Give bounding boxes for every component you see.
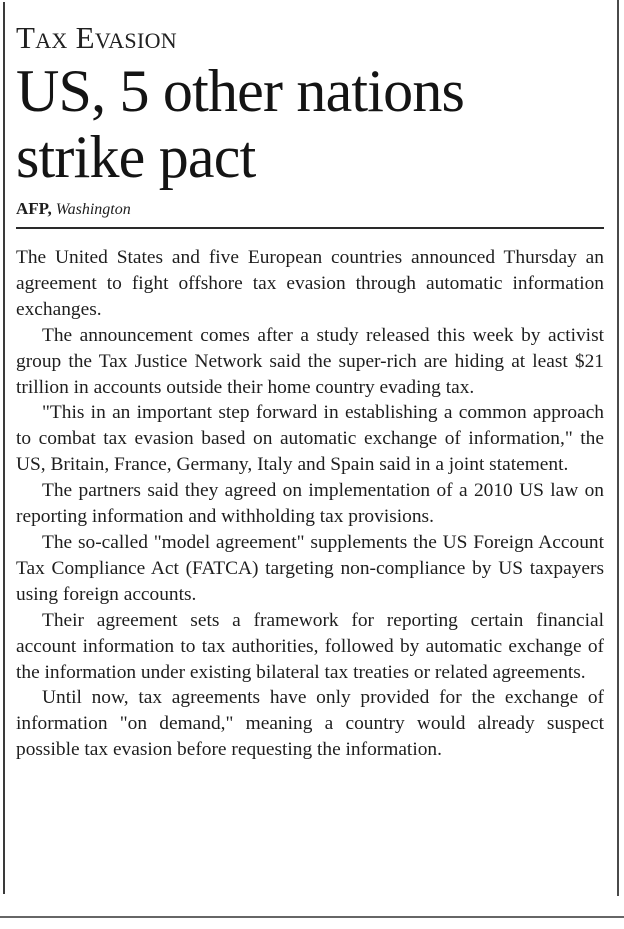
byline-agency: AFP,: [16, 199, 52, 218]
article-body: [16, 245, 604, 763]
byline-place: Washington: [55, 201, 131, 218]
paragraph: The announcement comes after a study released this week by activist group the Tax Justice Network said the super-rich are hiding at least $21 trillion in accounts outside their home country evading tax.: [16, 324, 604, 398]
paragraph: Their agreement sets a framework for reporting certain financial account information to tax authorities, followed by automatic exchange of the information under existing bilateral tax treaties or related agreements.: [16, 609, 604, 683]
bottom-rule: [0, 916, 624, 918]
byline: [16, 199, 604, 229]
paragraph: Until now, tax agreements have only provided for the exchange of information "on demand," meaning a country would already suspect possible tax evasion before requesting the information.: [16, 687, 604, 761]
paragraph: The so-called "model agreement" supplements the US Foreign Account Tax Compliance Act (FATCA) targeting non-compliance by US taxpayers using foreign accounts.: [16, 531, 604, 605]
paragraph: The partners said they agreed on implementation of a 2010 US law on reporting information and withholding tax provisions.: [16, 480, 604, 528]
left-column-rule: [3, 2, 5, 894]
headline: US, 5 other nations strike pact: [16, 58, 465, 190]
paragraph: "This in an important step forward in establishing a common approach to combat tax evasion based on automatic exchange of information," the US, Britain, France, Germany, Italy and Spain said in a joint statement.: [16, 402, 604, 476]
right-column-rule: [617, 0, 619, 896]
paragraph: The United States and five European countries announced Thursday an agreement to fight offshore tax evasion through automatic information exchanges.: [16, 247, 604, 320]
news-article: [16, 18, 604, 763]
section-kicker: Tax Evasion: [16, 20, 177, 55]
